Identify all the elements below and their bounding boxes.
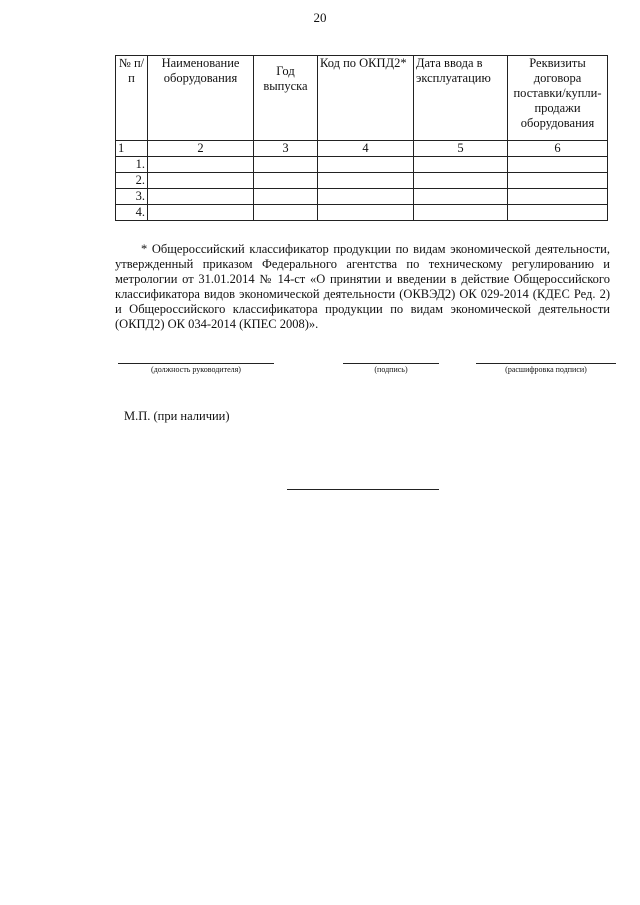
table-cell: [318, 205, 414, 221]
table-cell: [318, 157, 414, 173]
header-requisites: Реквизиты договора поставки/купли-продажи оборудования: [508, 56, 608, 141]
header-okpd: Код по ОКПД2*: [318, 56, 414, 141]
row-number: 2.: [116, 173, 148, 189]
table-cell: [508, 157, 608, 173]
footnote: * Общероссийский классификатор продукции по видам экономической деятельности, утвержденный приказом Федерального агентства по техническому регулированию и метрологии от 31.01.2014 № 14-ст «О принятии и введении в действие Общероссийского классификатора видов экономической деятельности (ОКВЭД2) ОК 029-2014 (КДЕС Ред. 2) и Общероссийского классификатора продукции по видам экономической деятельности (ОКПД2) ОК 034-2014 (КПЕС 2008)».: [115, 242, 610, 331]
index-cell: 4: [318, 141, 414, 157]
equipment-table: [115, 55, 608, 221]
table-cell: [318, 173, 414, 189]
header-year: [254, 56, 318, 141]
table-cell: [318, 189, 414, 205]
index-cell: 5: [414, 141, 508, 157]
stamp-label: М.П. (при наличии): [124, 409, 230, 423]
table-cell: [414, 157, 508, 173]
table-cell: [254, 157, 318, 173]
table-cell: [148, 189, 254, 205]
signature-caption: (подпись): [374, 365, 408, 374]
position-caption: (должность руководителя): [151, 365, 241, 374]
table-header-row: [116, 56, 608, 141]
header-year-text: Год выпуска: [263, 64, 308, 93]
page-number: 20: [313, 10, 327, 25]
table-row: [116, 157, 608, 173]
table-cell: [254, 173, 318, 189]
index-cell: 6: [508, 141, 608, 157]
bottom-line: [287, 489, 439, 490]
row-number: 1.: [116, 157, 148, 173]
table-cell: [148, 173, 254, 189]
header-name: Наименование оборудования: [148, 56, 254, 141]
table-cell: [254, 189, 318, 205]
index-cell: 1: [116, 141, 148, 157]
table-row: [116, 189, 608, 205]
table-cell: [508, 189, 608, 205]
table-cell: [148, 205, 254, 221]
table-cell: [414, 173, 508, 189]
table-cell: [254, 205, 318, 221]
position-line: [118, 363, 274, 364]
table-row: [116, 205, 608, 221]
index-cell: 2: [148, 141, 254, 157]
table-row: [116, 173, 608, 189]
table-cell: [414, 189, 508, 205]
decoding-caption: (расшифровка подписи): [505, 365, 587, 374]
row-number: 4.: [116, 205, 148, 221]
index-cell: 3: [254, 141, 318, 157]
table-cell: [148, 157, 254, 173]
table-cell: [508, 205, 608, 221]
header-date: Дата ввода в эксплуатацию: [414, 56, 508, 141]
decoding-line: [476, 363, 616, 364]
column-index-row: [116, 141, 608, 157]
table-cell: [508, 173, 608, 189]
header-num: № п/п: [116, 56, 148, 141]
row-number: 3.: [116, 189, 148, 205]
signature-line: [343, 363, 439, 364]
table-cell: [414, 205, 508, 221]
